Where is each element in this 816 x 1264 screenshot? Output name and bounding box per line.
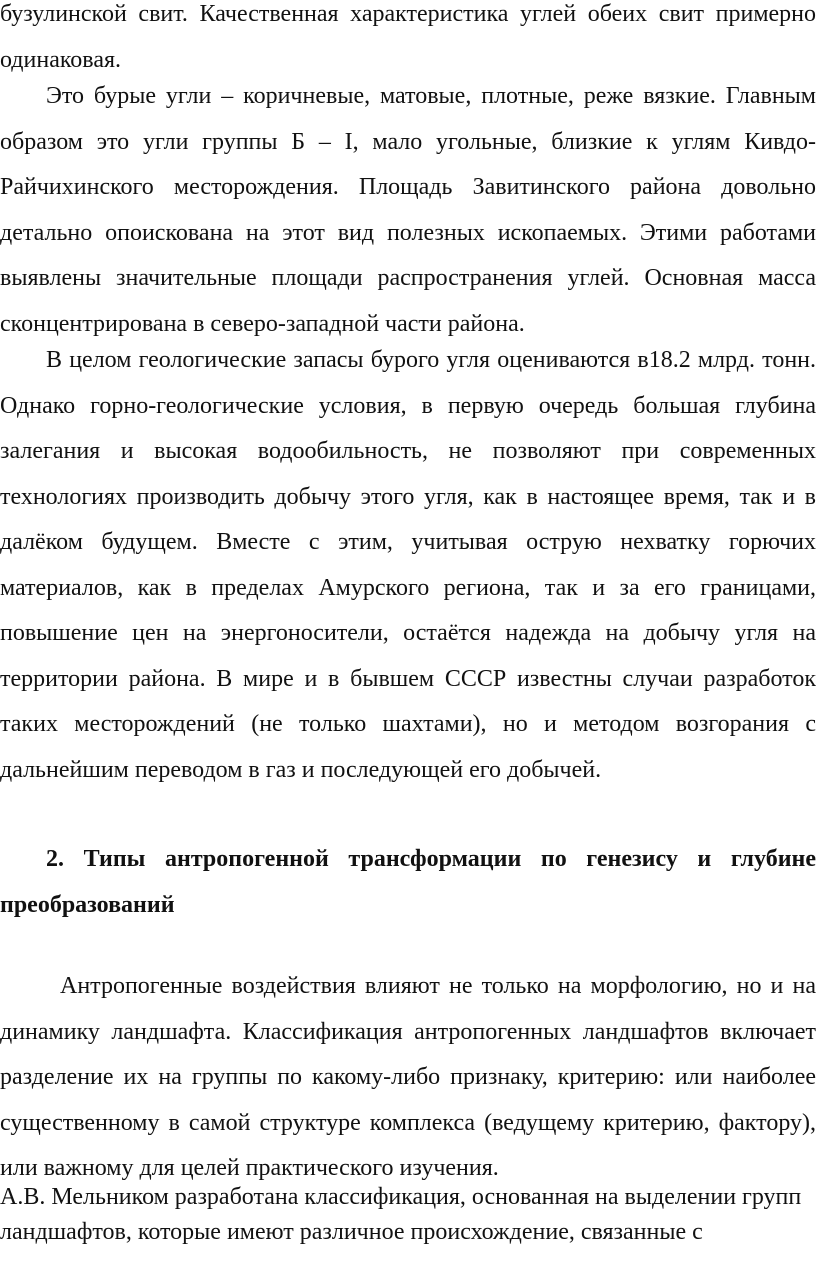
paragraph-coal-reserves: В целом геологические запасы бурого угля оцениваются в18.2 млрд. тонн. Однако горно-геологические условия, в первую очередь большая глубина залегания и высокая водообильность, не позволяют при современных технологиях производить добычу этого угля, как в настоящее время, так и в далёком будущем. Вместе с этим, учитывая острую нехватку горючих материалов, как в пределах Амурского региона, так и за его границами, повышение цен на энергоносители, остаётся надежда на добычу угля на территории района. В мире и в бывшем СССР известны случаи разработок таких месторождений (не только шахтами), но и методом возгорания с дальнейшим переводом в газ и последующей его добычей. <box>0 347 816 783</box>
paragraph-melnik-classification: А.В. Мельником разработана классификация, основанная на выделении групп ландшафтов, которые имеют различное происхождение, связанные с <box>0 1184 802 1245</box>
paragraph-coal-description: Это бурые угли – коричневые, матовые, плотные, реже вязкие. Главным образом это угли группы Б – I, мало угольные, близкие к углям Кивдо-Райчихинского месторождения. Площадь Завитинского района довольно детально опоискована на этот вид полезных ископаемых. Этими работами выявлены значительные площади распространения углей. Основная масса сконцентрирована в северо-западной части района. <box>0 83 816 337</box>
paragraph-anthropogenic-impact: Антропогенные воздействия влияют не только на морфологию, но и на динамику ландшафта. Классификация антропогенных ландшафтов включает разделение их на группы по какому-либо признаку, критерию: или наиболее существенному в самой структуре комплекса (ведущему критерию, фактору), или важному для целей практического изучения. <box>0 973 816 1181</box>
paragraph-continued: бузулинской свит. Качественная характеристика углей обеих свит примерно одинаковая. <box>0 1 816 73</box>
section-heading: 2. Типы антропогенной трансформации по генезису и глубине преобразований <box>0 846 816 918</box>
